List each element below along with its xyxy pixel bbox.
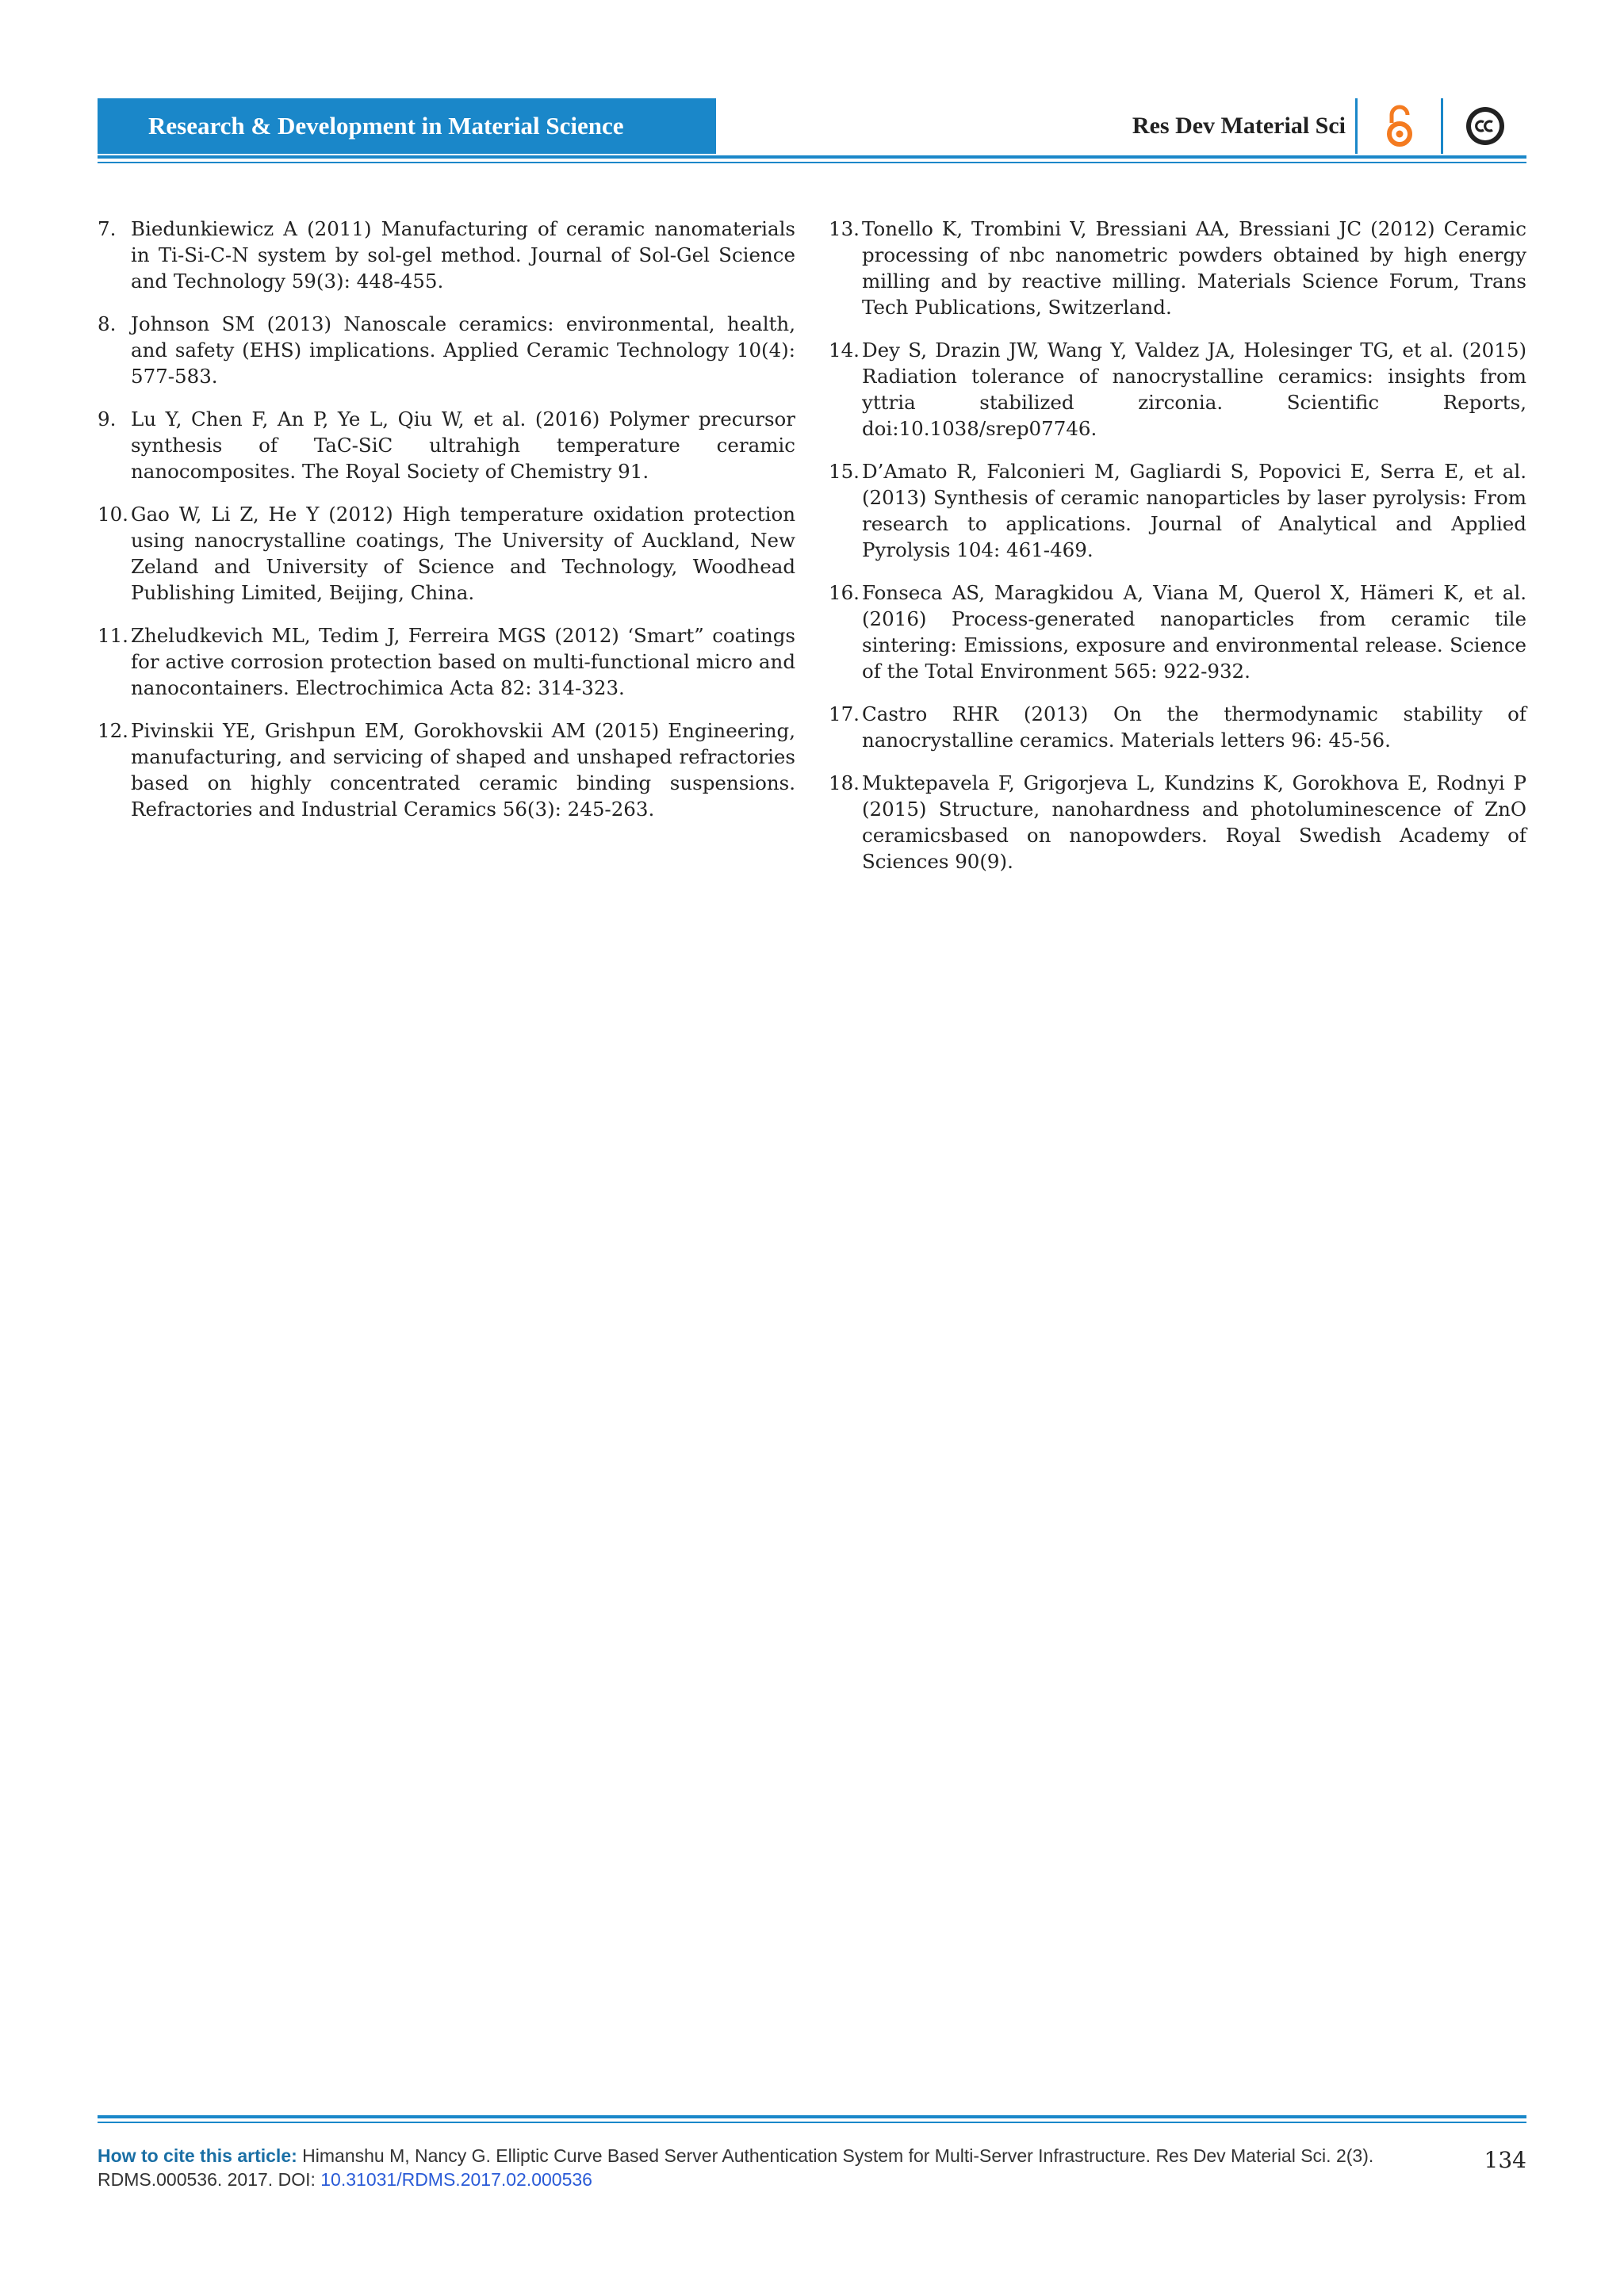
reference-number: 9. [98,408,117,430]
header-right [1132,98,1526,154]
page-header [98,98,1526,159]
reference-item [829,216,1526,320]
citation-text: Himanshu M, Nancy G. Elliptic Curve Based Server Authentication System for Multi-Server Infrastructure. Res Dev Material Sci. 2(3). RDMS.000536. 2017. DOI: [98,2145,1374,2190]
reference-item [829,337,1526,442]
reference-text: Pivinskii YE, Grishpun EM, Gorokhovskii AM (2015) Engineering, manufacturing, and servicing of shaped and unshaped refractories based on highly concentrated ceramic binding suspensions. Refractories and Industrial Ceramics 56(3): 245-263. [131,719,795,821]
reference-text: Tonello K, Trombini V, Bressiani AA, Bressiani JC (2012) Ceramic processing of nbc nanometric powders obtained by high energy milling and by reactive milling. Materials Science Forum, Trans Tech Publications, Switzerland. [862,217,1526,319]
reference-number: 11. [98,624,128,647]
reference-text: Dey S, Drazin JW, Wang Y, Valdez JA, Holesinger TG, et al. (2015) Radiation tolerance of nanocrystalline ceramics: insights from yttria stabilized zirconia. Scientific Reports, doi:10.1038/srep07746. [862,339,1526,440]
reference-item [98,216,795,294]
reference-number: 15. [829,460,860,483]
reference-item [98,622,795,701]
reference-text: Zheludkevich ML, Tedim J, Ferreira MGS (2012) ‘Smart” coatings for active corrosion protection based on multi-functional micro and nanocontainers. Electrochimica Acta 82: 314-323. [131,624,795,699]
header-rule [98,155,1526,159]
reference-text: Gao W, Li Z, He Y (2012) High temperature oxidation protection using nanocrystalline coatings, The University of Auckland, New Zeland and University of Science and Technology, Woodhead Publishing Limited, Beijing, China. [131,503,795,604]
journal-banner [98,98,716,154]
page-footer [98,2115,1526,2190]
open-access-icon [1358,98,1441,154]
reference-item [98,718,795,822]
reference-number: 10. [98,503,128,526]
reference-number: 18. [829,771,860,794]
citation-block [98,2144,1446,2191]
doi-link[interactable]: 10.31031/RDMS.2017.02.000536 [320,2169,592,2190]
reference-item [829,458,1526,563]
reference-text: Johnson SM (2013) Nanoscale ceramics: environmental, health, and safety (EHS) implications. Applied Ceramic Technology 10(4): 577-583. [131,312,795,388]
reference-number: 13. [829,217,860,240]
reference-text: Fonseca AS, Maragkidou A, Viana M, Querol X, Hämeri K, et al. (2016) Process-generated nanoparticles from ceramic tile sintering: Emissions, exposure and environmental release. Science of the Total Environment 565: 922-932. [862,581,1526,683]
creative-commons-icon [1443,98,1526,154]
reference-item [98,501,795,606]
reference-number: 14. [829,339,860,362]
footer-rule [98,2115,1526,2118]
reference-text: Lu Y, Chen F, An P, Ye L, Qiu W, et al. (2016) Polymer precursor synthesis of TaC-SiC ultrahigh temperature ceramic nanocomposites. The Royal Society of Chemistry 91. [131,408,795,483]
journal-abbrev: Res Dev Material Sci [1132,113,1346,139]
reference-number: 16. [829,581,860,604]
reference-number: 8. [98,312,117,335]
reference-number: 17. [829,702,860,725]
reference-item [829,701,1526,753]
references-left-column [98,216,795,839]
reference-item [829,770,1526,874]
reference-number: 12. [98,719,128,742]
reference-text: Muktepavela F, Grigorjeva L, Kundzins K, Gorokhova E, Rodnyi P (2015) Structure, nanohardness and photoluminescence of ZnO ceramicsbased on nanopowders. Royal Swedish Academy of Sciences 90(9). [862,771,1526,873]
page-number: 134 [1484,2147,1526,2173]
reference-text: D’Amato R, Falconieri M, Gagliardi S, Popovici E, Serra E, et al. (2013) Synthesis of ceramic nanoparticles by laser pyrolysis: From research to applications. Journal of Analytical and Applied Pyrolysis 104: 461-469. [862,460,1526,561]
reference-item [829,580,1526,684]
reference-text: Biedunkiewicz A (2011) Manufacturing of ceramic nanomaterials in Ti-Si-C-N system by sol-gel method. Journal of Sol-Gel Science and Technology 59(3): 448-455. [131,217,795,293]
citation-label: How to cite this article: [98,2145,297,2166]
reference-number: 7. [98,217,117,240]
references-right-column [829,216,1526,891]
footer-rule [98,2122,1526,2123]
reference-item [98,311,795,389]
reference-item [98,406,795,484]
journal-name: Research & Development in Material Science [148,112,624,140]
reference-text: Castro RHR (2013) On the thermodynamic stability of nanocrystalline ceramics. Materials letters 96: 45-56. [862,702,1526,752]
header-rule [98,162,1526,163]
